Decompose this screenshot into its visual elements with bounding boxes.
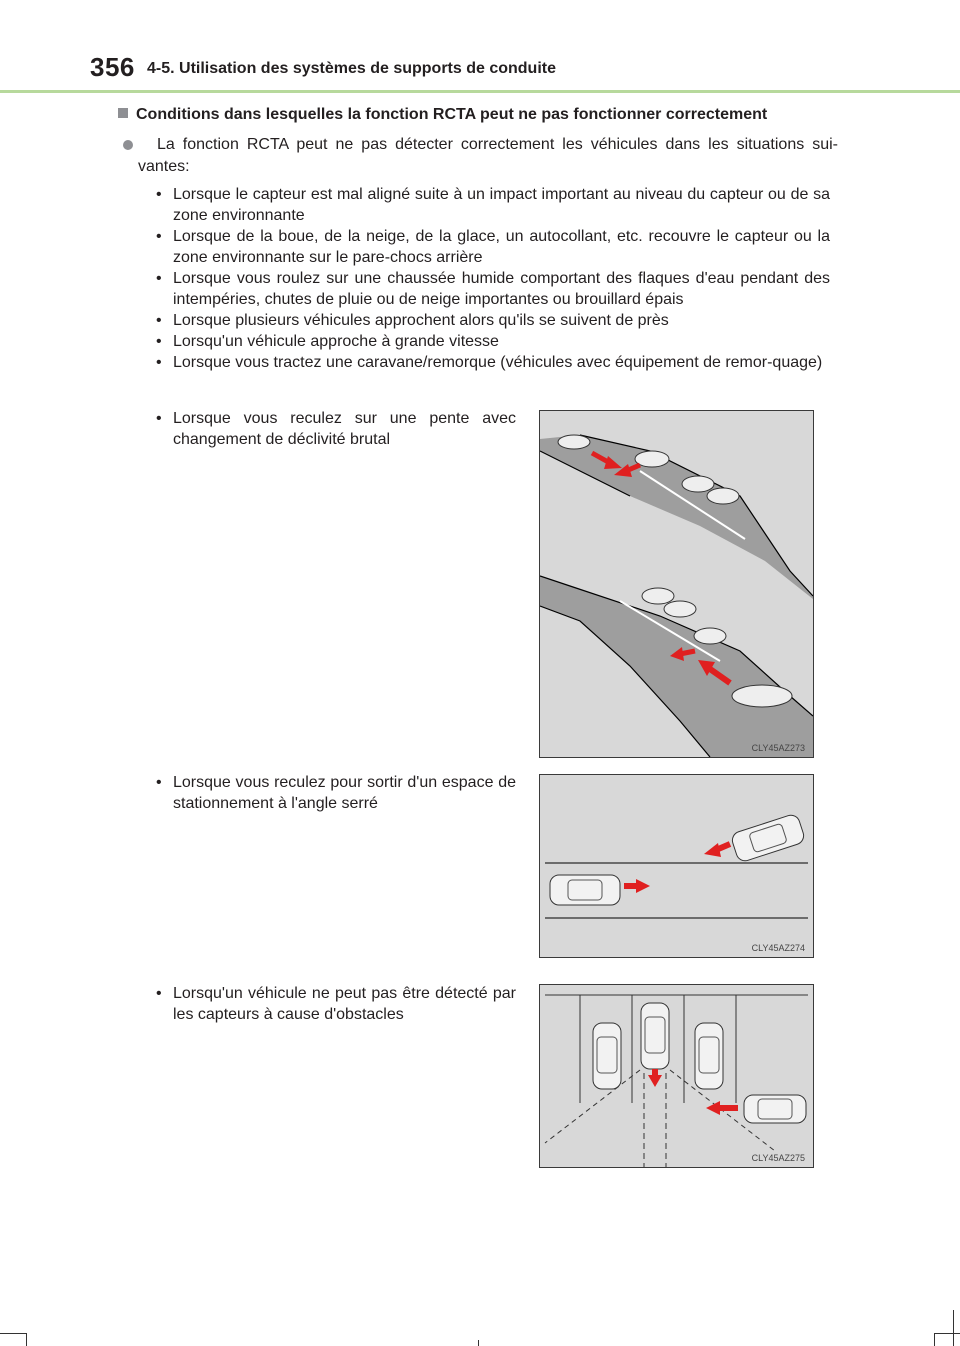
crop-mark: [934, 1333, 960, 1334]
figure-code: CLY45AZ274: [751, 943, 805, 953]
list-item: • Lorsque de la boue, de la neige, de la glace, un autocollant, etc. recouvre le capteur ou la zone environnante sur le pare-chocs arrière: [154, 226, 830, 268]
car-icon: [695, 1023, 723, 1089]
circle-bullet-icon: [123, 140, 133, 150]
figure-obstacles-illustration: [539, 984, 814, 1168]
list-item: • Lorsque le capteur est mal aligné suite à un impact important au niveau du capteur ou de sa zone environnante: [154, 184, 830, 226]
figure-angle-parking-illustration: [539, 774, 814, 958]
car-icon: [641, 1003, 669, 1069]
figure-code: CLY45AZ273: [751, 743, 805, 753]
section-title: Conditions dans lesquelles la fonction RCTA peut ne pas fonctionner correctement: [136, 106, 768, 123]
car-icon: [550, 875, 620, 905]
car-icon: [732, 685, 792, 707]
car-icon: [664, 601, 696, 617]
car-icon: [682, 476, 714, 492]
list-item: • Lorsque vous reculez sur une pente avec changement de déclivité brutal: [154, 408, 516, 450]
list-item: • Lorsque vous tractez une caravane/remorque (véhicules avec équipement de remor-quage): [154, 352, 830, 373]
intro-paragraph: [138, 134, 838, 178]
header-rule: [0, 90, 960, 93]
figure-caption-slope: [154, 408, 516, 450]
car-icon: [558, 435, 590, 449]
figure-code: CLY45AZ275: [751, 1153, 805, 1163]
car-icon: [744, 1095, 806, 1123]
section-heading: [118, 106, 767, 124]
chapter-title: 4-5. Utilisation des systèmes de supports de conduite: [147, 60, 556, 77]
figure-caption-obstacles: [154, 983, 516, 1025]
crop-mark: [0, 1333, 26, 1334]
figure-caption-angle-parking: [154, 772, 516, 814]
intro-text: La fonction RCTA peut ne pas détecter correctement les véhicules dans les situations sui-vantes:: [138, 136, 838, 175]
list-item: • Lorsqu'un véhicule ne peut pas être détecté par les capteurs à cause d'obstacles: [154, 983, 516, 1025]
list-item: • Lorsque vous reculez pour sortir d'un espace de stationnement à l'angle serré: [154, 772, 516, 814]
conditions-list: [154, 184, 830, 373]
crop-mark: [478, 1340, 479, 1346]
car-icon: [642, 588, 674, 604]
crop-mark: [934, 1333, 935, 1346]
crop-mark: [26, 1333, 27, 1346]
car-icon: [707, 488, 739, 504]
page-number: 356: [90, 52, 135, 82]
car-icon: [593, 1023, 621, 1089]
figure-slope-illustration: [539, 410, 814, 758]
square-bullet-icon: [118, 108, 128, 118]
list-item: • Lorsque plusieurs véhicules approchent alors qu'ils se suivent de près: [154, 310, 830, 331]
list-item: • Lorsque vous roulez sur une chaussée humide comportant des flaques d'eau pendant des intempéries, chutes de pluie ou de neige importantes ou brouillard épais: [154, 268, 830, 310]
crop-mark: [953, 1310, 954, 1346]
car-icon: [635, 451, 669, 467]
car-icon: [694, 628, 726, 644]
list-item: • Lorsqu'un véhicule approche à grande vitesse: [154, 331, 830, 352]
